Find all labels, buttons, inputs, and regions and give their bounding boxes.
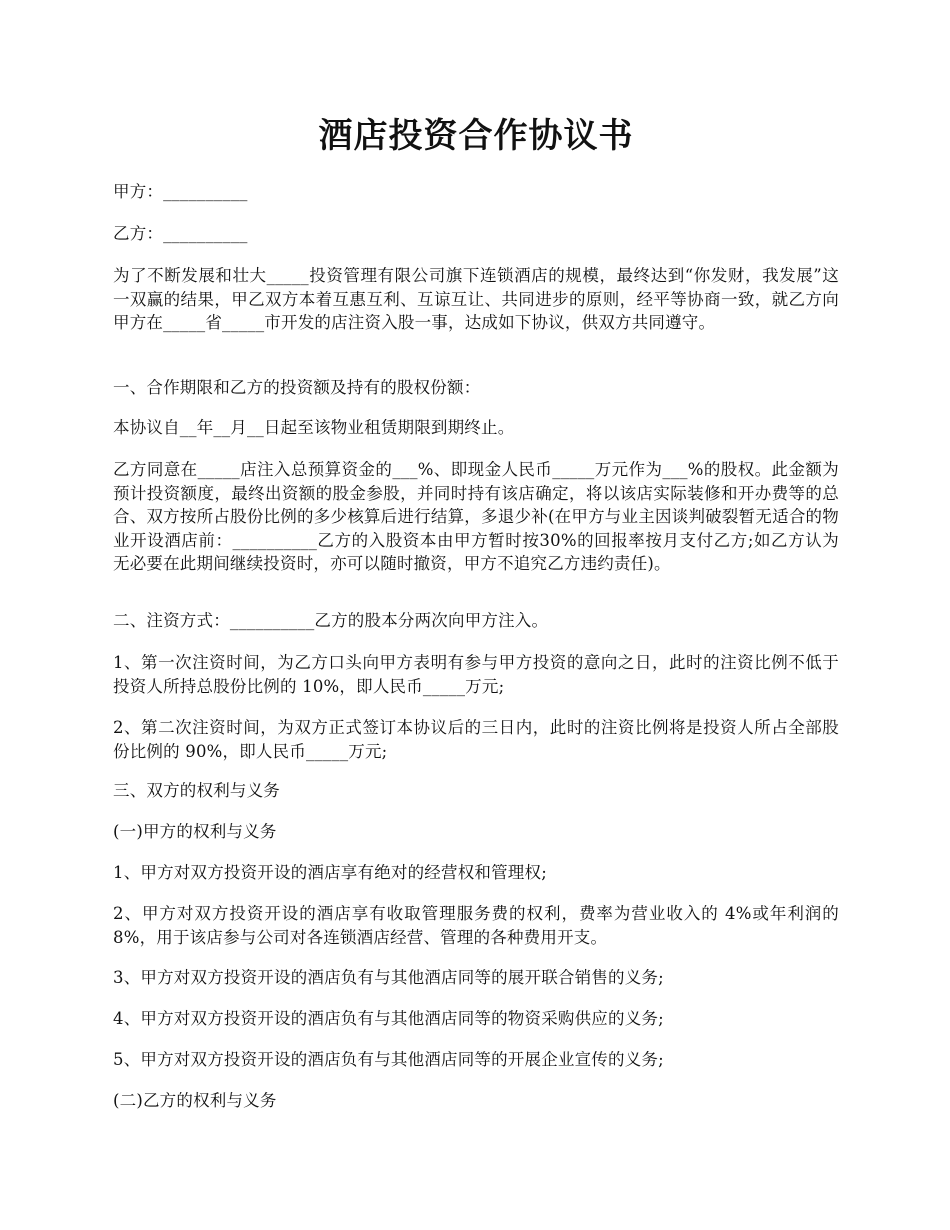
investment-paragraph: 乙方同意在_____店注入总预算资金的___%、即现金人民币_____万元作为___%的股权。此金额为预计投资额度，最终出资额的股金参股，并同时持有该店确定，将以该店实际装修和开办费等的总合、双方按所占股份比例的多少核算后进行结算，多退少补(在甲方与业主因谈判破裂暂无适合的物业开设酒店前：__________乙方的入股资本由甲方暂时按30%的回报率按月支付乙方;如乙方认为无必要在此期间继续投资时，亦可以随时撤资，甲方不追究乙方违约责任)。 (113, 460, 839, 573)
party-a-right-2: 2、甲方对双方投资开设的酒店享有收取管理服务费的权利，费率为营业收入的 4%或年利润的 8%，用于该店参与公司对各连锁酒店经营、管理的各种费用开支。 (113, 904, 839, 947)
party-b-rights-heading: (二)乙方的权利与义务 (113, 1091, 277, 1110)
party-a-right-5: 5、甲方对双方投资开设的酒店负有与其他酒店同等的开展企业宣传的义务; (113, 1050, 664, 1069)
section-2-heading: 二、注资方式：__________乙方的股本分两次向甲方注入。 (113, 611, 549, 630)
document-title: 酒店投资合作协议书 (318, 116, 634, 156)
party-a-line: 甲方：__________ (113, 182, 248, 201)
second-injection-paragraph: 2、第二次注资时间，为双方正式签订本协议后的三日内，此时的注资比例将是投资人所占全部股份比例的 90%，即人民币_____万元; (113, 718, 839, 761)
party-b-line: 乙方：__________ (113, 224, 248, 243)
section-1-heading: 一、合作期限和乙方的投资额及持有的股权份额： (113, 378, 481, 397)
term-paragraph: 本协议自__年__月__日起至该物业租赁期限到期终止。 (113, 418, 515, 437)
first-injection-paragraph: 1、第一次注资时间，为乙方口头向甲方表明有参与甲方投资的意向之日，此时的注资比例不低于投资人所持总股份比例的 10%，即人民币_____万元; (113, 653, 839, 696)
party-a-right-4: 4、甲方对双方投资开设的酒店负有与其他酒店同等的物资采购供应的义务; (113, 1009, 664, 1028)
party-a-rights-heading: (一)甲方的权利与义务 (113, 822, 277, 841)
party-a-right-3: 3、甲方对双方投资开设的酒店负有与其他酒店同等的展开联合销售的义务; (113, 968, 664, 987)
preamble-paragraph: 为了不断发展和壮大_____投资管理有限公司旗下连锁酒店的规模，最终达到“你发财，我发展”这一双赢的结果，甲乙双方本着互惠互利、互谅互让、共同进步的原则，经平等协商一致，就乙方向甲方在_____省_____市开发的店注资入股一事，达成如下协议，供双方共同遵守。 (113, 266, 839, 332)
party-a-right-1: 1、甲方对双方投资开设的酒店享有绝对的经营权和管理权; (113, 863, 547, 882)
section-3-heading: 三、双方的权利与义务 (113, 781, 280, 800)
